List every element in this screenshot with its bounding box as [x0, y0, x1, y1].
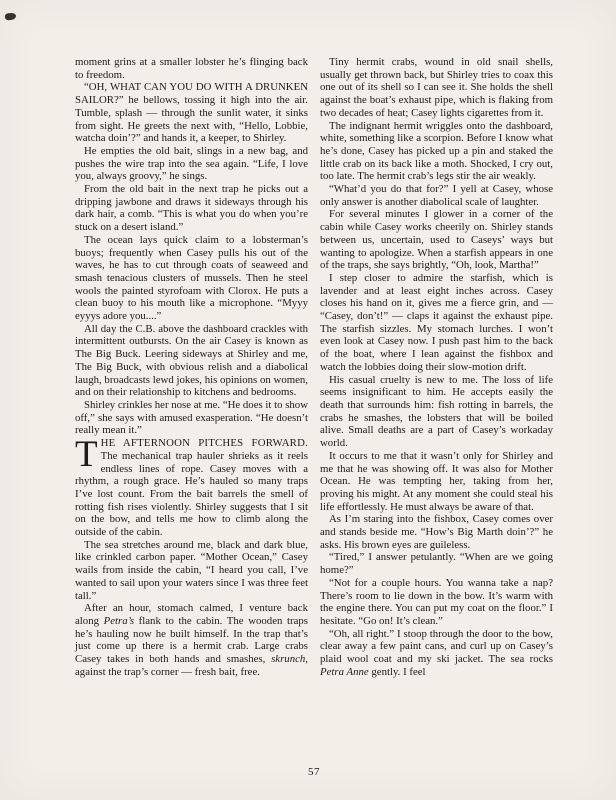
paragraph: [75, 602, 308, 678]
text-column-left: [75, 56, 308, 678]
text-run: Shirley crinkles her nose at me. “He does it to show off,” she says with amused exasperation. “He doesn’t really mean it.”: [75, 398, 308, 437]
text-run: HE AFTERNOON PITCHES FORWARD.: [100, 437, 308, 450]
text-run: “What’d you do that for?” I yell at Casey, whose only answer is another diabolical scale of laughter.: [320, 183, 553, 208]
dropcap-letter: T: [75, 434, 98, 476]
paragraph: [75, 145, 308, 183]
text-run: For several minutes I glower in a corner of the cabin while Casey works cheerily on. Shirley stands between us, uncertain, used to Caseys’ ways but wanting to apologize. When a starfish appears in one of the traps, she says brightly, “Oh, look, Martha!”: [320, 208, 553, 272]
text-run: skrunch: [271, 653, 306, 666]
text-column-right: [320, 56, 553, 678]
scan-artifact: [5, 12, 17, 20]
paragraph: [320, 272, 553, 374]
paragraph: [320, 513, 553, 551]
text-run: After an hour, stomach calmed, I venture back along: [75, 602, 308, 627]
section-opening-paragraph: [75, 434, 308, 539]
text-run: He empties the old bait, slings in a new bag, and pushes the wire trap into the sea again. “Life, I love you, always groovy,” he sings.: [75, 144, 308, 183]
text-run: , against the trap’s corner — fresh bait, free.: [75, 653, 308, 678]
text-run: Tiny hermit crabs, wound in old snail shells, usually get thrown back, but Shirley tries to coax this one out of its shell so I can see it. She holds the shell against the boat’s exhaust pipe, which is flaking from two decades of heat; Casey lights cigarettes from it.: [320, 56, 553, 119]
paragraph: [75, 539, 308, 603]
text-run: His casual cruelty is new to me. The loss of life seems insignificant to him. He accepts easily the death that surrounds him: fish rotting in barrels, the crabs he smashes, the lobsters that will be boiled alive. Small deaths are a part of Casey’s workaday world.: [320, 373, 553, 450]
paragraph: [320, 374, 553, 450]
text-run: All day the C.B. above the dashboard crackles with intermittent outbursts. On the air Casey is known as The Big Buck. Leering sideways at Shirley and me, The Big Buck, with obvious relish and a diabolical laugh, broadcasts lewd jokes, his opinions on women, and on their relationship to kitchens and bedrooms.: [75, 322, 308, 399]
text-run: The sea stretches around me, black and dark blue, like crinkled carbon paper. “Mother Ocean,” Casey wails from inside the cabin, “I heard you call, I’ve wanted to sail upon your waters since I was three feet tall.”: [75, 538, 308, 602]
text-run: The mechanical trap hauler shrieks as it reels endless lines of rope. Casey moves with a rhythm, a rough grace. He’s hauled so many traps I’ve lost count. From the bait barrels the smell of rotting fish rises violently. Shirley suggests that I sit on the bow, and tells me how to climb along the outside of the cabin.: [75, 449, 308, 539]
text-run: “Tired,” I answer petulantly. “When are we going home?”: [320, 551, 553, 577]
paragraph: [320, 120, 553, 184]
paragraph: [320, 208, 553, 272]
text-run: It occurs to me that it wasn’t only for Shirley and me that he was showing off. It was also for Mother Ocean. He was tempting her, taking from her, proving his might. At any moment she could steal his life effortlessly. He must always be aware of that.: [320, 449, 553, 513]
page-content: [75, 56, 553, 678]
paragraph: [75, 399, 308, 437]
paragraph: [75, 183, 308, 234]
paragraph: [320, 628, 553, 679]
text-run: I step closer to admire the starfish, which is lavender and at least eight inches across. Casey closes his hand on it, gives me a fierce grin, and — “Casey, don’t!” — claps it against the exhaust pipe. The starfish sizzles. My stomach lurches. I won’t even look at Casey now. I push past him to the back of the boat, where I lean against the fishbox and watch the lobbies doing their slow-motion drift.: [320, 271, 553, 373]
page-number: 57: [308, 766, 320, 778]
paragraph: [320, 551, 553, 576]
paragraph: [320, 577, 553, 628]
text-run: moment grins at a smaller lobster he’s flinging back to freedom.: [75, 56, 308, 81]
text-run: Petra’s: [103, 614, 135, 627]
paragraph: [320, 56, 553, 120]
text-run: flank to the cabin. The wooden traps he’s hauling now he built himself. In the trap that’s just come up there is a hermit crab. Large crabs Casey takes in both hands and smashes,: [75, 614, 309, 666]
text-run: The indignant hermit wriggles onto the dashboard, white, something like a scorpion. Before I know what he’s done, Casey has picked up a pin and staked the little crab on its back like a moth. Shocked, I cry out, too late. The hermit crab’s legs stir the air weakly.: [320, 119, 553, 183]
text-run: The ocean lays quick claim to a lobsterman’s buoys; frequently when Casey pulls his out of the waves, he has to cut through coats of seaweed and smash tenacious clusters of mussels. Then he steel wools the painted styrofoam with Clorox. He puts a clean buoy to his mouth like a microphone. “Myyy eyyys adore you....”: [75, 233, 308, 323]
paragraph: [320, 450, 553, 514]
text-run: From the old bait in the next trap he picks out a dripping jawbone and draws it sideways through his dark hair, a comb. “This is what you do when you’re stuck on a desert island.”: [75, 183, 308, 234]
text-run: gently. I feel: [368, 665, 426, 678]
text-run: “Not for a couple hours. You wanna take a nap? There’s room to lie down in the bow. It’s warm with the engine there. You can put my coat on the floor.” I hesitate. “Go on! It’s clean.”: [320, 576, 553, 627]
paragraph: [75, 56, 308, 81]
text-run: “Oh, all right.” I stoop through the door to the bow, clear away a few paint cans, and curl up on Casey’s plaid wool coat and my ski jacket. The sea rocks: [320, 627, 553, 666]
text-run: “OH, WHAT CAN YOU DO WITH A DRUNKEN SAILOR?” he bellows, tossing it high into the air. Tumble, splash — through the sunlit water, it sinks from sight. He greets the next with, “Hello, Lobbie, watcha doin’?” and hands it, a keeper, to Shirley.: [75, 81, 308, 145]
paragraph: [75, 323, 308, 399]
paragraph: [75, 234, 308, 323]
text-run: Petra Anne: [320, 665, 369, 678]
paragraph: [75, 81, 308, 145]
paragraph: [320, 183, 553, 208]
text-run: As I’m staring into the fishbox, Casey comes over and stands beside me. “How’s Big Marth doin’?” he asks. His brown eyes are guileless.: [320, 513, 553, 551]
